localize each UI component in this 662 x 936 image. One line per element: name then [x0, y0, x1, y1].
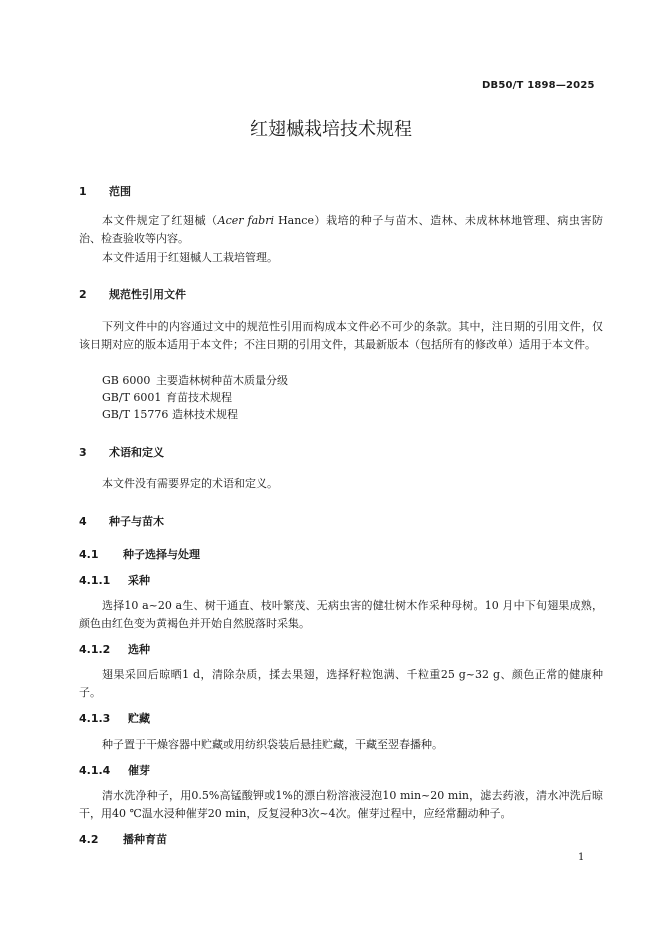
clause-number: 4.1.3 — [79, 712, 111, 725]
clause-number: 4.1.1 — [79, 574, 111, 587]
scope-paragraph — [79, 212, 603, 247]
section-number: 4 — [79, 515, 87, 528]
section-heading-3 — [79, 444, 164, 460]
subsection-title: 播种育苗 — [123, 833, 167, 846]
reference-code: GB 6000 — [102, 374, 151, 387]
references-paragraph: 下列文件中的内容通过文中的规范性引用而构成本文件必不可少的条款。其中，注日期的引用文件，仅该日期对应的版本适用于本文件；不注日期的引用文件，其最新版本（包括所有的修改单）适用于本文件。 — [79, 320, 603, 351]
subsection-title: 种子选择与处理 — [123, 548, 200, 561]
section-title: 种子与苗木 — [109, 515, 164, 528]
standard-number: DB50/T 1898—2025 — [482, 80, 595, 91]
subsection-number: 4.1 — [79, 548, 99, 561]
reference-item — [102, 406, 238, 422]
page-number: 1 — [578, 852, 585, 863]
section-heading-4 — [79, 513, 164, 529]
clause-number: 4.1.2 — [79, 643, 111, 656]
latin-name: Acer fabri — [217, 214, 275, 227]
reference-title: 育苗技术规程 — [166, 391, 232, 404]
clause-paragraph: 选择10 a~20 a生、树干通直、枝叶繁茂、无病虫害的健壮树木作采种母树。10 月中下旬翅果成熟，颜色由红色变为黄褐色并开始自然脱落时采集。 — [79, 599, 603, 630]
reference-code: GB/T 6001 — [102, 391, 162, 404]
reference-code: GB/T 15776 — [102, 408, 169, 421]
clause-number: 4.1.4 — [79, 764, 111, 777]
text-run: 本文件规定了红翅槭（ — [102, 214, 218, 227]
clause-heading-4-1-2 — [79, 641, 150, 657]
clause-heading-4-1-3 — [79, 710, 150, 726]
clause-title: 催芽 — [128, 764, 150, 777]
scope-applicability: 本文件适用于红翅槭人工栽培管理。 — [102, 251, 278, 264]
clause-title: 选种 — [128, 643, 150, 656]
clause-paragraph: 清水洗净种子，用0.5%高锰酸钾或1%的漂白粉溶液浸泡10 min~20 min，滤去药液，清水冲洗后晾干，用40 ℃温水浸种催芽20 min，反复浸种3次~4次。催芽过程中，应经常翻动种子。 — [79, 789, 603, 820]
clause-heading-4-1-4 — [79, 762, 150, 778]
subsection-number: 4.2 — [79, 833, 99, 846]
reference-item — [102, 372, 288, 388]
subsection-heading-4-2 — [79, 831, 167, 847]
text-run: Hance）栽培的种子与苗木、造林、未成林林地管理、病虫害防治、检查验收等内容。 — [79, 214, 604, 245]
clause-paragraph: 翅果采回后晾晒1 d，清除杂质，揉去果翅，选择籽粒饱满、千粒重25 g~32 g、颜色正常的健康种子。 — [79, 668, 603, 699]
section-title: 术语和定义 — [109, 446, 164, 459]
section-title: 范围 — [109, 185, 131, 198]
document-title: 红翅槭栽培技术规程 — [250, 119, 412, 140]
section-number: 3 — [79, 446, 87, 459]
section-number: 2 — [79, 288, 87, 301]
clause-title: 采种 — [128, 574, 150, 587]
clause-heading-4-1-1 — [79, 572, 150, 588]
clause-paragraph: 种子置于干燥容器中贮藏或用纺织袋装后悬挂贮藏，干藏至翌春播种。 — [102, 738, 443, 751]
reference-title: 造林技术规程 — [172, 408, 238, 421]
reference-item — [102, 389, 232, 405]
section-heading-2 — [79, 286, 186, 302]
section-title: 规范性引用文件 — [109, 288, 186, 301]
subsection-heading-4-1 — [79, 546, 200, 562]
section-number: 1 — [79, 185, 87, 198]
terms-paragraph: 本文件没有需要界定的术语和定义。 — [102, 477, 278, 490]
section-heading-1 — [79, 183, 131, 199]
reference-title: 主要造林树种苗木质量分级 — [156, 374, 288, 387]
clause-title: 贮藏 — [128, 712, 150, 725]
